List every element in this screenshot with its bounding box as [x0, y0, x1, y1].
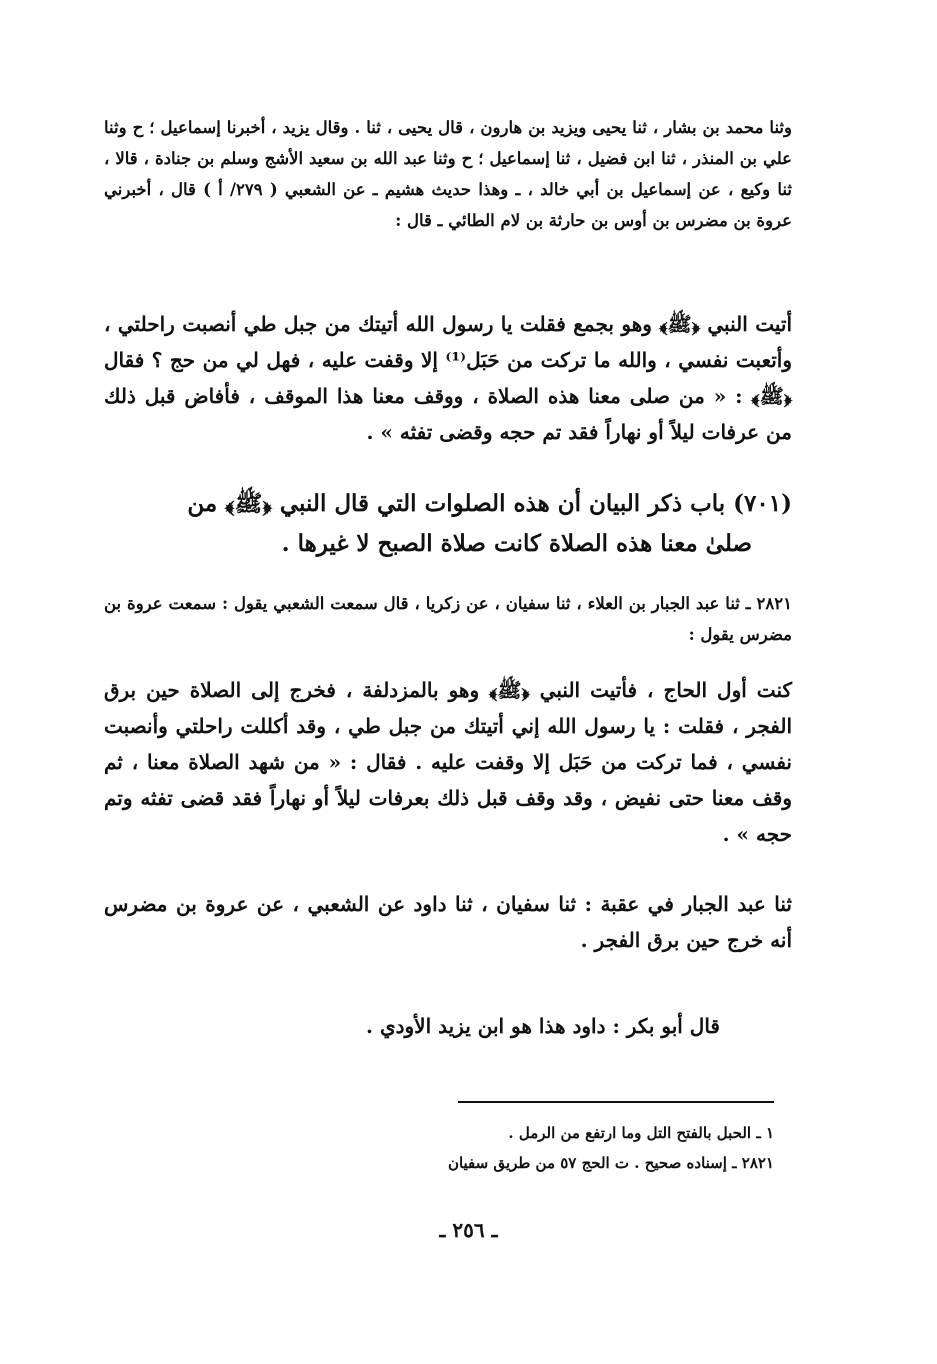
- chapter-heading-line-1: (٧٠١) باب ذكر البيان أن هذه الصلوات التي قال النبي ﴿ﷺ﴾ من: [187, 490, 792, 517]
- footnote-1: ١ ـ الحبل بالفتح التل وما ارتفع من الرمل .: [508, 1124, 774, 1142]
- isnad-chain-1: وثنا محمد بن بشار ، ثنا يحيى ويزيد بن هارون ، قال يحيى ، ثنا . وقال يزيد ، أخبرنا إسماعيل ؛ ح وثنا علي بن المنذر ، ثنا ابن فضيل ، ثنا إسماعيل ؛ ح وثنا عبد الله بن سعيد الأشج وسلم بن جنادة ، قالا ، ثنا وكيع ، عن إسماعيل بن أبي خالد ، ـ وهذا حديث هشيم ـ عن الشعبي ( ٢٧٩/ أ ) قال ، أخبرني عروة بن مضرس بن أوس بن حارثة بن لام الطائي ـ قال :: [104, 118, 792, 230]
- isnad-chain-2: ٢٨٢١ ـ ثنا عبد الجبار بن العلاء ، ثنا سفيان ، عن زكريا ، قال سمعت الشعبي يقول : سمعت عروة بن مضرس يقول :: [104, 594, 792, 644]
- page-number: ـ ٢٥٦ ـ: [439, 1218, 498, 1242]
- hadith-text-1: أتيت النبي ﴿ﷺ﴾ وهو بجمع فقلت يا رسول الله أتيتك من جبل طي أنصبت راحلتي ، وأتعبت نفسي ، والله ما تركت من حَبَل⁽¹⁾ إلا وقفت عليه ، فهل لي من حج ؟ فقال ﴿ﷺ﴾ : « من صلى معنا هذه الصلاة ، ووقف معنا هذا الموقف ، فأفاض قبل ذلك من عرفات ليلاً أو نهاراً فقد تم حجه وقضى تفثه » .: [104, 312, 793, 444]
- footnote-divider: [458, 1101, 774, 1103]
- chapter-heading: [100, 484, 792, 564]
- abu-bakr-comment: قال أبو بكر : داود هذا هو ابن يزيد الأودي .: [366, 1014, 720, 1038]
- footnotes: [360, 1118, 774, 1178]
- hadith-text-3: ثنا عبد الجبار في عقبة : ثنا سفيان ، ثنا داود عن الشعبي ، عن عروة بن مضرس أنه خرج حين برق الفجر .: [104, 892, 792, 952]
- footnote-2: ٢٨٢١ ـ إسناده صحيح . ت الحج ٥٧ من طريق سفيان: [447, 1154, 774, 1172]
- chapter-heading-line-2: صلىٰ معنا هذه الصلاة كانت صلاة الصبح لا غيرها .: [281, 530, 752, 557]
- hadith-text-2: كنت أول الحاج ، فأتيت النبي ﴿ﷺ﴾ وهو بالمزدلفة ، فخرج إلى الصلاة حين برق الفجر ، فقلت : يا رسول الله إني أتيتك من جبل طي ، وقد أكللت راحلتي وأنصبت نفسي ، فما تركت من حَبَل إلا وقفت عليه . فقال : « من شهد الصلاة معنا ، ثم وقف معنا حتى نفيض ، وقد وقف قبل ذلك بعرفات ليلاً أو نهاراً فقد قضى تفثه وتم حجه » .: [104, 678, 792, 846]
